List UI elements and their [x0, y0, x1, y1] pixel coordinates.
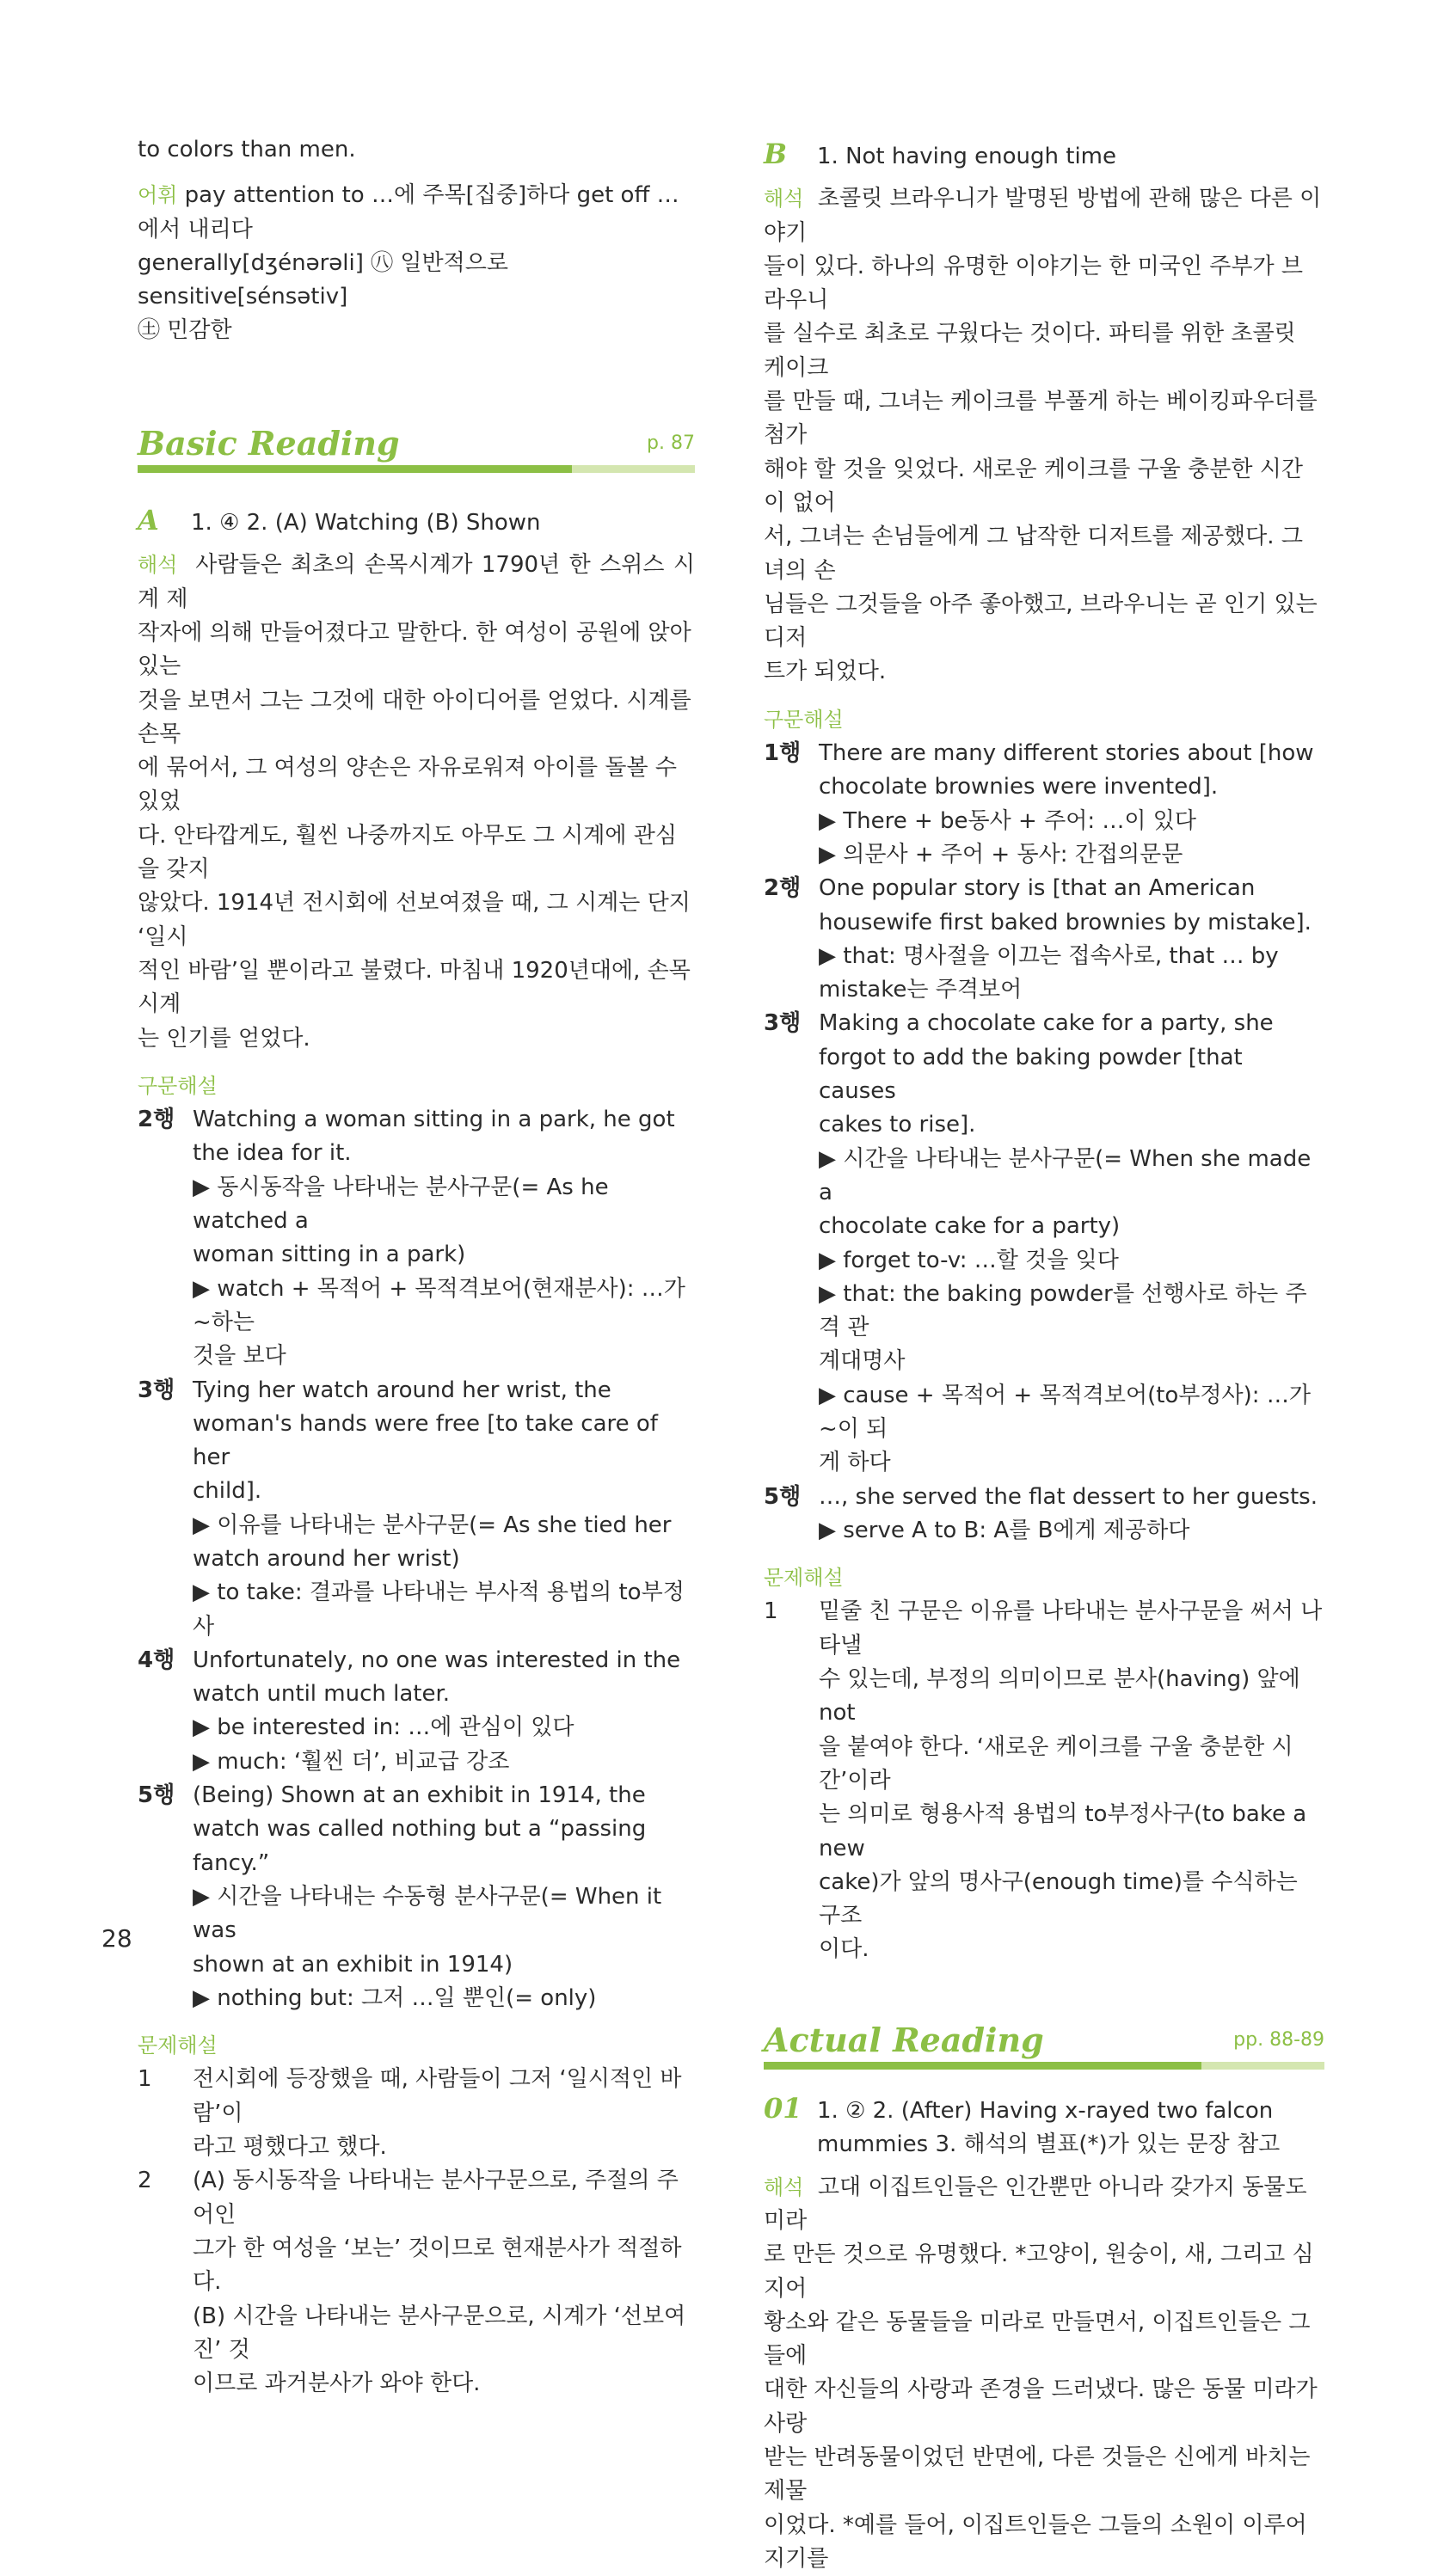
problem-entry	[138, 2063, 695, 2164]
syntax-note: ▶ 이유를 나타내는 분사구문(= As she tied her	[193, 1512, 672, 1538]
vocab-line: generally[dʒénərəli] ㊇ 일반적으로 sensitive[sénsətiv]	[138, 249, 508, 310]
syntax-entry	[764, 737, 1324, 872]
syntax-note: ▶ that: the baking powder를 선행사로 하는 주격 관	[819, 1280, 1307, 1341]
left-column	[138, 0, 695, 2401]
vocab-block	[138, 179, 695, 347]
syntax-note: 게 하다	[819, 1450, 891, 1476]
translation-line: 대한 자신들의 사랑과 존경을 드러냈다. 많은 동물 미라가 사랑	[764, 2377, 1318, 2437]
translation-label: 해석	[138, 553, 178, 578]
translation-line: 트가 되었다.	[764, 659, 887, 685]
problem-text: 을 붙여야 한다. ‘새로운 케이크를 구울 충분한 시간’이라	[819, 1733, 1293, 1794]
item-letter: B	[764, 138, 788, 170]
syntax-note: watch around her wrist)	[193, 1545, 460, 1572]
translation-line: 들이 있다. 하나의 유명한 이야기는 한 미국인 주부가 브라우니	[764, 253, 1303, 314]
line-ref: 3행	[138, 1377, 175, 1403]
translation-line: 는 인기를 얻었다.	[138, 1025, 310, 1052]
line-ref: 1행	[764, 740, 802, 767]
problem-text: 전시회에 등장했을 때, 사람들이 그저 ‘일시적인 바람’이	[193, 2066, 682, 2126]
answers: 1. ② 2. (After) Having x-rayed two falcon	[817, 2098, 1274, 2125]
translation-B	[764, 182, 1324, 689]
answers-cont: mummies 3. 해석의 별표(*)가 있는 문장 참고	[817, 2131, 1281, 2158]
syntax-text: Unfortunately, no one was interested in the	[193, 1647, 681, 1673]
syntax-note: woman sitting in a park)	[193, 1242, 466, 1268]
problem-label: 문제해설	[138, 2033, 218, 2058]
translation-line: 해야 할 것을 잊었다. 새로운 케이크를 구울 충분한 시간이 없어	[764, 456, 1303, 516]
syntax-text: cakes to rise].	[819, 1112, 976, 1138]
syntax-note: mistake는 주격보어	[819, 977, 1023, 1003]
translation-line: 다. 안타깝게도, 훨씬 나중까지도 아무도 그 시계에 관심을 갖지	[138, 822, 677, 883]
translation-label: 해석	[764, 2174, 804, 2199]
syntax-note: ▶ nothing but: 그저 …일 뿐인(= only)	[193, 1984, 597, 2011]
translation-line: 로 만든 것으로 유명했다. *고양이, 원숭이, 새, 그리고 심지어	[764, 2242, 1314, 2302]
syntax-text: the idea for it.	[193, 1140, 352, 1167]
syntax-entry	[764, 1481, 1324, 1549]
problem-text: 라고 평했다고 했다.	[193, 2134, 387, 2161]
answers: 1. ④ 2. (A) Watching (B) Shown	[191, 510, 541, 537]
line-ref: 2행	[764, 875, 802, 902]
vocab-line: ㊏ 민감한	[138, 317, 232, 344]
syntax-note: 계대명사	[819, 1348, 906, 1375]
syntax-note: ▶ 시간을 나타내는 수동형 분사구문(= When it was	[193, 1883, 662, 1944]
problem-number: 1	[138, 2066, 152, 2093]
syntax-label: 구문해설	[138, 1073, 218, 1098]
translation-line: 에 묶어서, 그 여성의 양손은 자유로워져 아이를 돌볼 수 있었	[138, 755, 677, 815]
syntax-text: watch was called nothing but a “passing	[193, 1816, 647, 1843]
syntax-text: watch until much later.	[193, 1681, 451, 1708]
translation-line: 님들은 그것들을 아주 좋아했고, 브라우니는 곧 인기 있는 디저	[764, 591, 1318, 652]
syntax-note: ▶ watch + 목적어 + 목적격보어(현재분사): …가 ~하는	[193, 1275, 685, 1335]
problem-text: 는 의미로 형용사적 용법의 to부정사구(to bake a new	[819, 1801, 1307, 1861]
translation-line: 받는 반려동물이었던 반면에, 다른 것들은 신에게 바치는 제물	[764, 2444, 1311, 2505]
problem-text: 이다.	[819, 1936, 869, 1963]
syntax-text: There are many different stories about [how	[819, 740, 1314, 767]
vocab-line: pay attention to …에 주목[집중]하다 get off …에서 내리다	[138, 182, 679, 242]
syntax-text: housewife first baked brownies by mistake].	[819, 909, 1312, 935]
problem-text: 수 있는데, 부정의 의미이므로 분사(having) 앞에 not	[819, 1666, 1300, 1727]
syntax-note: ▶ that: 명사절을 이끄는 접속사로, that … by	[819, 942, 1279, 969]
translation-line: 황소와 같은 동물들을 미라로 만들면서, 이집트인들은 그들에	[764, 2309, 1311, 2370]
syntax-note: ▶ forget to-v: …할 것을 잊다	[819, 1247, 1119, 1273]
syntax-entry	[764, 1007, 1324, 1480]
syntax-entry	[764, 872, 1324, 1007]
translation-line: 를 만들 때, 그녀는 케이크를 부풀게 하는 베이킹파우더를 첨가	[764, 389, 1318, 449]
problem-text: (A) 동시동작을 나타내는 분사구문으로, 주절의 주어인	[193, 2168, 679, 2228]
syntax-text: (Being) Shown at an exhibit in 1914, the	[193, 1782, 646, 1809]
syntax-note: ▶ 시간을 나타내는 분사구문(= When she made a	[819, 1145, 1312, 1205]
translation-line: 사람들은 최초의 손목시계가 1790년 한 스위스 시계 제	[138, 552, 695, 612]
page-ref: pp. 88-89	[1233, 2028, 1324, 2051]
answer-line-B	[764, 138, 1324, 174]
answer-line-A	[138, 504, 695, 540]
syntax-note: 것을 보다	[193, 1343, 286, 1370]
translation-line: 고대 이집트인들은 인간뿐만 아니라 갖가지 동물도 미라	[764, 2174, 1307, 2234]
line-ref: 5행	[764, 1483, 802, 1510]
syntax-entry	[138, 1644, 695, 1779]
problem-text: 이므로 과거분사가 와야 한다.	[193, 2371, 481, 2397]
answers: 1. Not having enough time	[817, 144, 1117, 169]
translation-line: 적인 바람’일 뿐이라고 불렸다. 마침내 1920년대에, 손목시계	[138, 957, 691, 1018]
item-number: 01	[764, 2092, 802, 2125]
problem-label: 문제해설	[764, 1566, 844, 1591]
syntax-note: ▶ be interested in: …에 관심이 있다	[193, 1714, 574, 1741]
syntax-text: forgot to add the baking powder [that causes	[819, 1044, 1243, 1105]
translation-line: 것을 보면서 그는 그것에 대한 아이디어를 얻었다. 시계를 손목	[138, 687, 691, 747]
problem-number: 2	[138, 2168, 152, 2194]
problem-text: (B) 시간을 나타내는 분사구문으로, 시계가 ‘선보여진’ 것	[193, 2303, 686, 2363]
actual-reading-heading	[764, 2021, 1324, 2070]
page-number: 28	[101, 1924, 132, 1953]
syntax-text: Watching a woman sitting in a park, he got	[193, 1107, 675, 1133]
syntax-text: Making a chocolate cake for a party, she	[819, 1010, 1274, 1037]
syntax-note: ▶ much: ‘훨씬 더’, 비교급 강조	[193, 1748, 510, 1775]
problem-text: cake)가 앞의 명사구(enough time)를 수식하는 구조	[819, 1868, 1298, 1929]
problem-text: 밑줄 친 구문은 이유를 나타내는 분사구문을 써서 나타낼	[819, 1598, 1323, 1659]
section-title: Basic Reading	[138, 423, 400, 463]
intro-line: to colors than men.	[138, 137, 356, 163]
syntax-note: ▶ cause + 목적어 + 목적격보어(to부정사): …가 ~이 되	[819, 1382, 1311, 1442]
section-title: Actual Reading	[764, 2020, 1044, 2059]
right-column	[764, 0, 1324, 2576]
problem-entry	[764, 1595, 1324, 1966]
syntax-note: shown at an exhibit in 1914)	[193, 1951, 513, 1978]
problem-text: 그가 한 여성을 ‘보는’ 것이므로 현재분사가 적절하다.	[193, 2235, 682, 2296]
syntax-entry	[138, 1103, 695, 1373]
translation-line: 를 실수로 최초로 구웠다는 것이다. 파티를 위한 초콜릿 케이크	[764, 321, 1296, 381]
syntax-text: fancy.”	[193, 1849, 270, 1876]
translation-line: 않았다. 1914년 전시회에 선보여졌을 때, 그 시계는 단지 ‘일시	[138, 890, 691, 950]
page-ref: p. 87	[647, 432, 695, 454]
translation-line: 이었다. *예를 들어, 이집트인들은 그들의 소원이 이루어지기를	[764, 2512, 1307, 2572]
syntax-note: ▶ 동시동작을 나타내는 분사구문(= As he watched a	[193, 1174, 609, 1235]
syntax-text: One popular story is [that an American	[819, 875, 1256, 902]
syntax-note: ▶ serve A to B: A를 B에게 제공하다	[819, 1517, 1190, 1543]
syntax-note: chocolate cake for a party)	[819, 1213, 1121, 1240]
translation-label: 해석	[764, 187, 804, 212]
line-ref: 5행	[138, 1782, 175, 1809]
translation-01	[764, 2171, 1324, 2576]
basic-reading-heading	[138, 424, 695, 473]
line-ref: 3행	[764, 1010, 802, 1037]
line-ref: 2행	[138, 1107, 175, 1133]
translation-line: 작자에 의해 만들어졌다고 말한다. 한 여성이 공원에 앉아 있는	[138, 619, 691, 680]
answer-line-01	[764, 2092, 1324, 2128]
syntax-entry	[138, 1779, 695, 2015]
syntax-note: ▶ There + be동사 + 주어: …이 있다	[819, 807, 1196, 834]
syntax-note: ▶ 의문사 + 주어 + 동사: 간접의문문	[819, 841, 1183, 868]
translation-line: 초콜릿 브라우니가 발명된 방법에 관해 많은 다른 이야기	[764, 186, 1322, 246]
item-letter: A	[138, 504, 159, 537]
syntax-text: woman's hands were free [to take care of her	[193, 1410, 658, 1471]
vocab-label: 어휘	[138, 183, 178, 208]
line-ref: 4행	[138, 1647, 175, 1673]
syntax-text: child].	[193, 1478, 262, 1505]
syntax-text: chocolate brownies were invented].	[819, 774, 1219, 800]
syntax-label: 구문해설	[764, 707, 844, 732]
translation-line: 서, 그녀는 손님들에게 그 납작한 디저트를 제공했다. 그녀의 손	[764, 524, 1303, 584]
syntax-text: …, she served the flat dessert to her guests.	[819, 1483, 1318, 1510]
syntax-entry	[138, 1374, 695, 1644]
translation-A	[138, 549, 695, 1055]
syntax-note: ▶ to take: 결과를 나타내는 부사적 용법의 to부정사	[193, 1579, 685, 1640]
problem-entry	[138, 2164, 695, 2401]
syntax-text: Tying her watch around her wrist, the	[193, 1377, 611, 1403]
problem-number: 1	[764, 1598, 778, 1625]
